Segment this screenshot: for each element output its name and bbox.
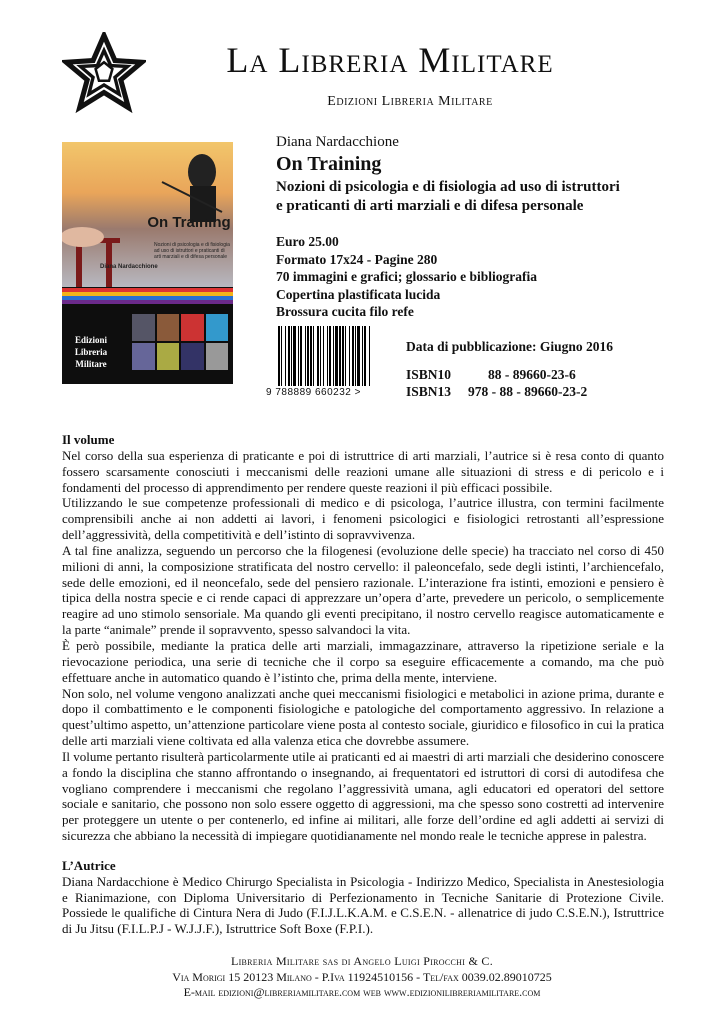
publication-date: Data di pubblicazione: Giugno 2016 (406, 339, 614, 354)
brand-title: La Libreria Militare (226, 40, 554, 80)
volume-paragraph: È però possibile, mediante la pratica delle arti marziali, immagazzinare, attraverso la ripetizione seriale e la rievocazione periodica, una serie di tecniche che il corpo sa eseguire efficacemente a comando, ma che può effettuare anche in automatico quando è l’istinto che, prima della mente, interviene. (62, 637, 664, 685)
cover-subtitle: Nozioni di psicologia e di fisiologia ad uso di istruttori e praticanti di arti marziali e di difesa personale (154, 242, 230, 260)
volume-paragraph: Non solo, nel volume vengono analizzati anche quei meccanismi fisiologici e metabolici in azione prima, durante e dopo il combattimento e le componenti fisiologiche e patologiche del comportamento aggressivo. In relazione a quest’ultimo aspetto, un’attenzione particolare viene posta al contesto sociale, giuridico e filosofico in cui la pratica delle arti marziali viene coltivata ed alla valenza etica che dovrebbe assumere. (62, 685, 664, 749)
cover-author: Diana Nardacchione (100, 264, 158, 270)
volume-paragraph: Il volume pertanto risulterà particolarmente utile ai praticanti ed ai maestri di arti marziali che desiderino conoscere a fondo la disciplina che stanno affrontando o insegnando, ai frequentatori ed istruttori di corsi di autodifesa che vogliano comprendere i meccanismi che regolano l’aggressività umana, agli educatori ed operatori del settore sociale e sanitario, che possono non solo essere oggetto di aggressioni, ma che spesso sono costretti ad intervenire per proteggere un utente o per contenerlo, ed infine ai militari, alle forze dell’ordine ed agli addetti ai servizi di sicurezza che abbiano la necessità di impiegare quotidianamente nel mondo reale le tecniche apprese in palestra. (62, 748, 664, 844)
price: Euro 25.00 (276, 234, 339, 249)
star-fortress-logo-icon (62, 32, 146, 116)
images-note: 70 immagini e grafici; glossario e bibliografia (276, 269, 537, 284)
book-info (276, 134, 676, 216)
book-subtitle: Nozioni di psicologia e di fisiologia ad uso di istruttori e praticanti di arti marziali e di difesa personale (276, 179, 620, 214)
book-cover-image (62, 142, 233, 384)
cover-publisher: Edizioni Libreria Militare (74, 335, 108, 369)
isbn13: ISBN13 978 - 88 - 89660-23-2 (406, 384, 588, 399)
footer (62, 954, 662, 1001)
description (62, 432, 664, 937)
book-specs (276, 233, 537, 321)
footer-address: Via Morigi 15 20123 Milano - P.Iva 11924510156 - Tel/fax 0039.02.89010725 (172, 969, 552, 984)
isbn10: ISBN10 88 - 89660-23-6 (406, 367, 576, 382)
volume-paragraph: Nel corso della sua esperienza di praticante e poi di istruttrice di arti marziali, l’autrice si è resa conto di quanto fossero scarsamente conosciuti i meccanismi delle reazioni umane alle situazioni di stress e di pericolo e i fondamenti del processo di apprendimento per rendere queste reazioni il più efficaci possibile. (62, 447, 664, 495)
volume-paragraph: Utilizzando le sue competenze professionali di medico e di psicologa, l’autrice illustra, con termini facilmente comprensibili anche ai non addetti ai lavori, i fenomeni psicologici e fisiologici retrostanti all’espressione dell’aggressività, della competitività e dell’istinto di sopravvivenza. (62, 495, 664, 543)
volume-heading: Il volume (62, 432, 115, 447)
cover-title: On Training (147, 214, 231, 231)
book-title: On Training (276, 153, 382, 175)
volume-paragraph: A tal fine analizza, seguendo un percorso che la filogenesi (evoluzione delle specie) ha tracciato nel corso di 450 milioni di anni, la composizione stratificata del nostro cervello: il paleoncefalo, sede degli istinti, l’archiencefalo, sede delle emozioni, ed il neoncefalo, sede del pensiero razionale. L’interazione fra istinti, emozioni e pensiero è tipica della nostra specie e ci rende capaci di apprezzare un’opera d’arte, prevedere un pericolo, o semplicemente reagire ad uno stimolo sensoriale. Ma quando gli eventi precipitano, il nostro cervello reagisce automaticamente e la parte “animale” prende il sopravvento, spesso salvandoci la vita. (62, 542, 664, 638)
author-heading: L’Autrice (62, 857, 116, 873)
footer-company: Libreria Militare sas di Angelo Luigi Pirocchi & C. (230, 954, 494, 968)
format: Formato 17x24 - Pagine 280 (276, 251, 438, 267)
footer-contacts: E-mail edizioni@libreriamilitare.com web www.edizionilibreriamilitare.com (183, 985, 541, 999)
book-author: Diana Nardacchione (276, 134, 399, 150)
binding: Brossura cucita filo refe (276, 304, 414, 319)
cover-photo-grid (132, 314, 228, 370)
cover-type: Copertina plastificata lucida (276, 286, 441, 302)
barcode-digits: 9 788889 660232 > (266, 387, 361, 398)
brand-subtitle: Edizioni Libreria Militare (327, 94, 493, 109)
author-bio: Diana Nardacchione è Medico Chirurgo Specialista in Psicologia - Indirizzo Medico, Specialista in Anestesiologia e Rianimazione, con Diploma Universitario di Perfezionamento in Tecniche Sanitarie di Protezione Civile. Possiede le qualifiche di Cintura Nera di Judo (F.I.J.L.K.A.M. e C.S.E.N. - allenatrice di judo C.S.E.N.), Istruttrice di Ju Jitsu (F.I.L.P.J - W.J.J.F.), Istruttrice Soft Boxe (F.P.I.). (62, 873, 664, 937)
barcode-icon (276, 326, 372, 388)
